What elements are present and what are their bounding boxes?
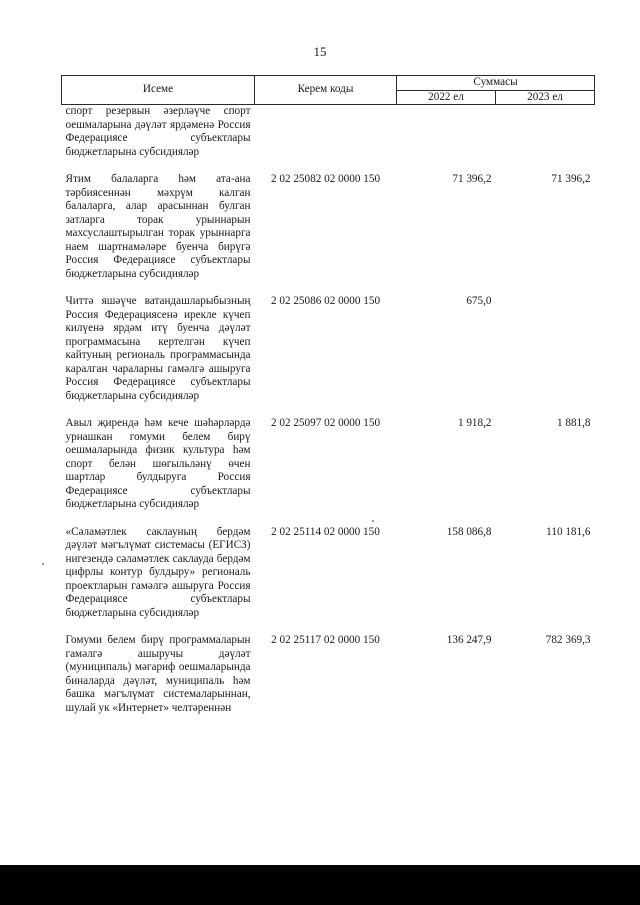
row-name: «Сәламәтлек саклауның бердәм дәүләт мәгълүмат системасы (ЕГИСЗ) нигезендә сәламәтлек саклауда бердәм цифрлы контур булдыру» региональ проектларын гамәлгә ашыруга Россия Федерациясе субъектлары бюджетларына субсидияләр — [65, 525, 251, 619]
page-number: 15 — [313, 44, 327, 59]
scan-speck — [42, 563, 44, 565]
header-name: Исеме — [62, 76, 255, 105]
row-amount-2022: 71 396,2 — [452, 173, 492, 185]
header-year-2023: 2023 ел — [496, 90, 595, 105]
row-name: Гомуми белем бирү программаларын гамәлгә ашыручы дәүләт (муниципаль) мәгариф оешмаларында биналарда дәүләт, муниципаль һәм башка мәгълүмат системаларыннан, шулай ук «Интернет» челтәреннән — [65, 634, 251, 714]
header-sums: Суммасы — [397, 76, 595, 91]
row-code: 2 02 25082 02 0000 150 — [270, 173, 381, 185]
row-name: Ятим балаларга һәм ата-ана тәрбиясеннән мәхрүм калган балаларга, алар арасыннан булган затларга торак урыннарын махсуслаштырылган торак урыннарга наем шартнамәләре буенча бирүгә Россия Федерациясе субъектлары бюджетларына субсидияләр — [65, 173, 251, 280]
row-code: 2 02 25086 02 0000 150 — [270, 295, 381, 307]
row-amount-2023: 71 396,2 — [551, 173, 591, 185]
budget-table — [61, 75, 595, 729]
row-amount-2023: 110 181,6 — [546, 525, 591, 538]
table-row — [62, 105, 595, 174]
row-name: спорт резервын әзерләүче спорт оешмаларына дәүләт ярдәменә Россия Федерациясе субъектлары бюджетларына субсидияләр — [65, 105, 251, 158]
row-code: 2 02 25117 02 0000 150 — [271, 634, 380, 646]
row-name: Читтә яшәүче ватандашларыбызның Россия Федерациясенә ирекле күчеп килүенә ярдәм итү буенча дәүләт программасына кертелгән күчеп кайтуның региональ программасында каралган чараларны гамәлгә ашыруга Россия Федерациясе субъектлары бюджетларына субсидияләр — [65, 295, 251, 402]
table-row — [62, 173, 595, 295]
header-year-2022: 2022 ел — [397, 90, 496, 105]
row-code — [255, 105, 397, 174]
row-amount-2022: 136 247,9 — [446, 634, 492, 646]
table-row — [62, 295, 595, 417]
header-code: Керем коды — [255, 76, 397, 105]
row-amount-2022: 1 918,2 — [457, 417, 492, 429]
scan-speck — [372, 520, 374, 522]
row-name: Авыл җирендә һәм кече шәһәрләрдә урнашкан гомуми белем бирү оешмаларында физик культура һәм спорт белән шөгыльләнү өчен шартлар булдыруга Россия Федерациясе субъектлары бюджетларына субсидияләр — [65, 417, 251, 510]
row-amount-2022 — [397, 105, 496, 174]
row-amount-2023: 782 369,3 — [545, 634, 591, 646]
row-amount-2022: 158 086,8 — [446, 525, 492, 538]
row-amount-2022: 675,0 — [466, 295, 492, 307]
row-amount-2023: 1 881,8 — [556, 417, 591, 429]
table-row — [62, 417, 595, 526]
table-row — [62, 634, 595, 729]
row-amount-2023 — [496, 295, 595, 417]
row-code: 2 02 25114 02 0000 150 — [271, 525, 380, 538]
row-code: 2 02 25097 02 0000 150 — [270, 417, 381, 429]
table-row — [62, 526, 595, 635]
scan-bottom-edge — [0, 865, 640, 905]
row-amount-2023 — [496, 105, 595, 174]
